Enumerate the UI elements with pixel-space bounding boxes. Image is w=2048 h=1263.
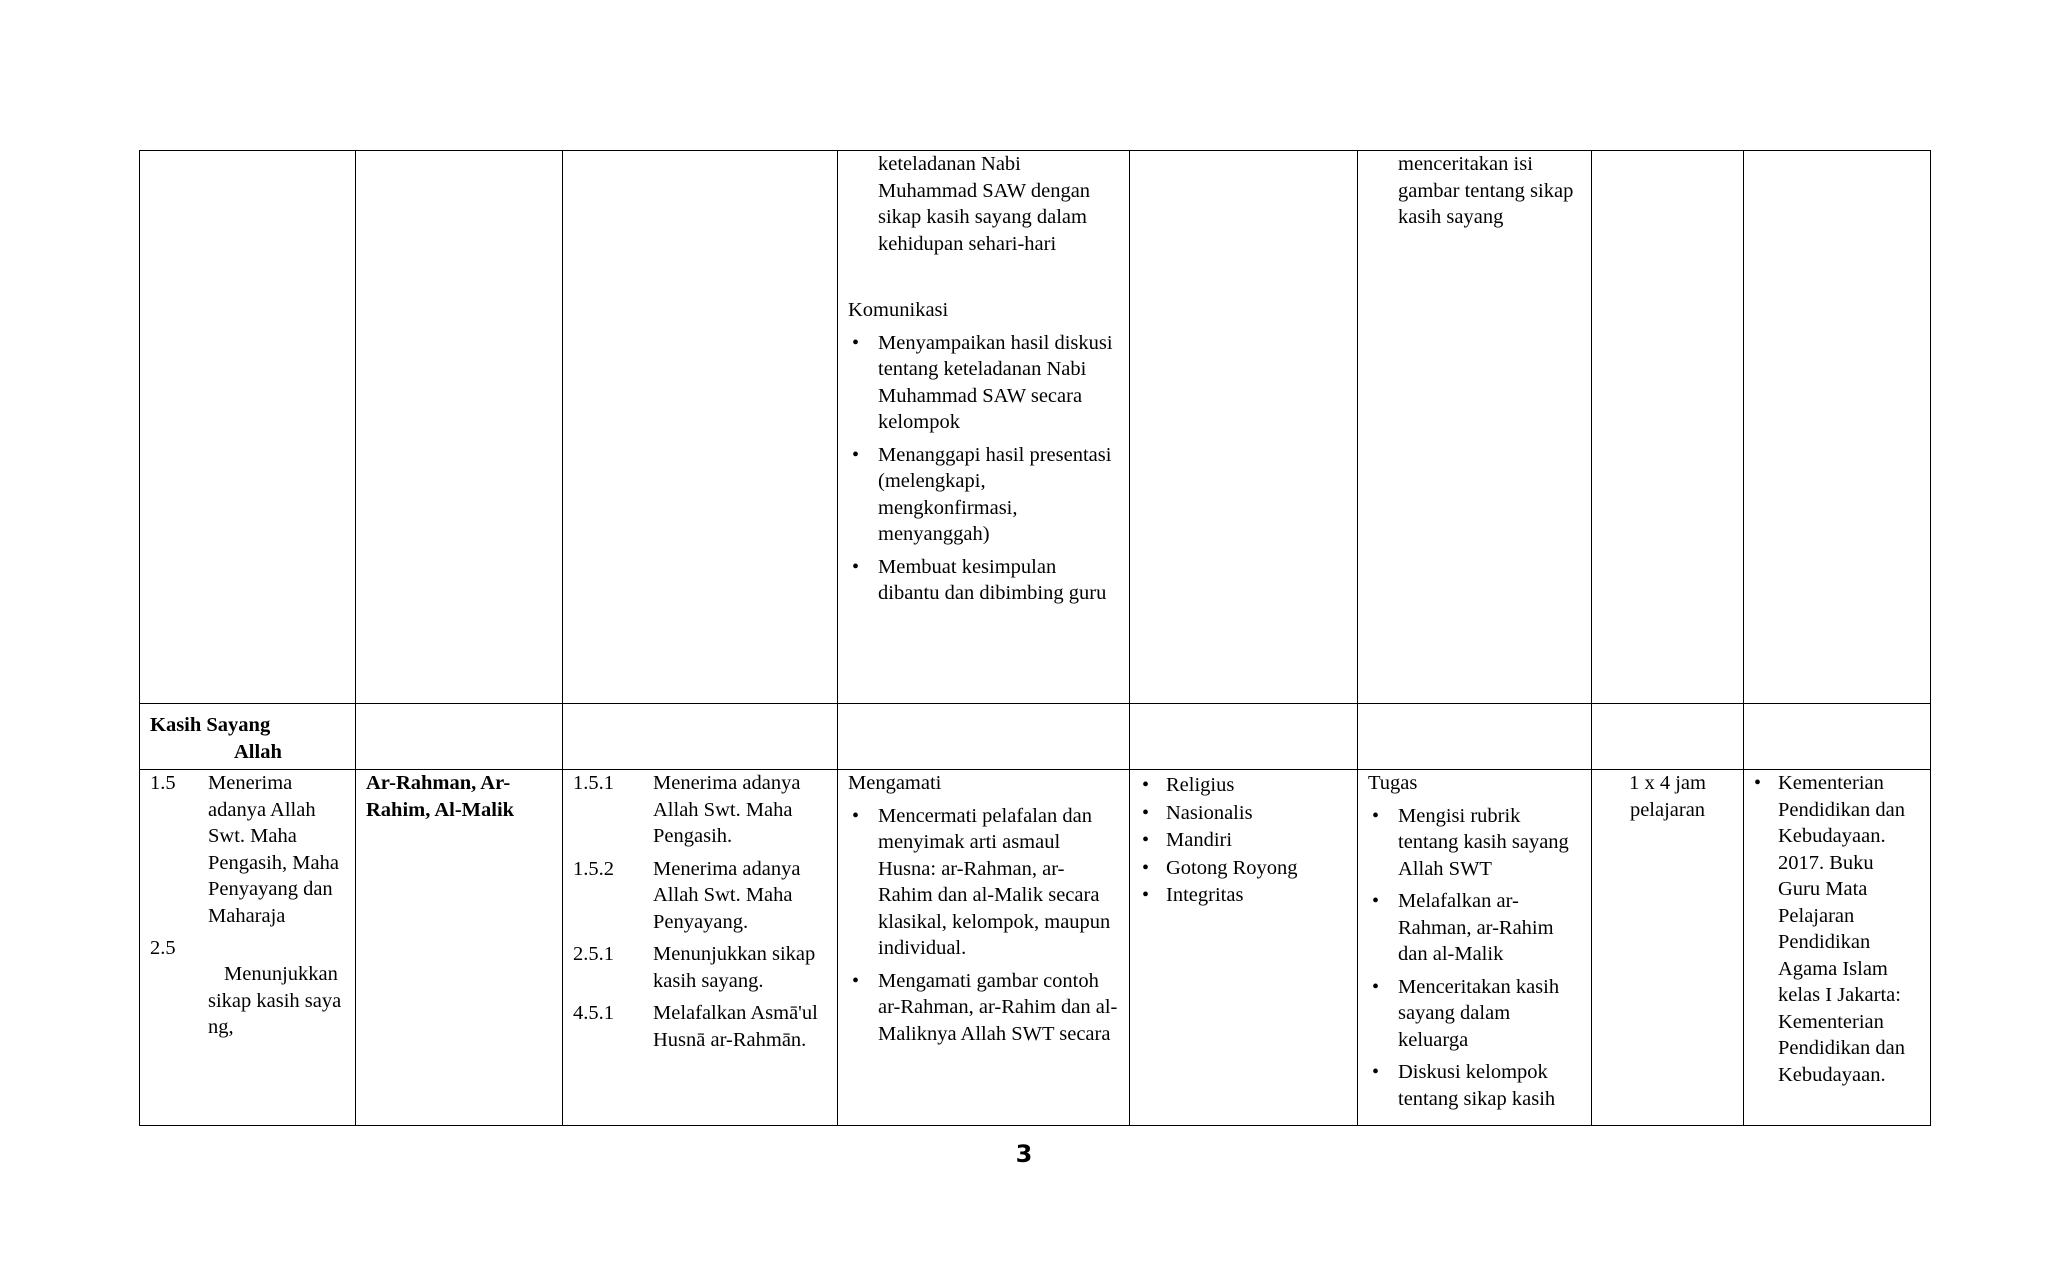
indikator-cell: [563, 770, 838, 1126]
list-item: • Melafalkan ar-Rahman, ar-Rahim dan al-Malik: [1368, 888, 1581, 968]
penilaian-cell: [1358, 151, 1592, 704]
indikator-item: [573, 856, 827, 936]
kompetensi-dasar-cell: [140, 770, 356, 1126]
indikator-text: Menerima adanya Allah Swt. Maha Pengasih.: [653, 772, 801, 847]
karakter-cell: [1130, 770, 1358, 1126]
list-item: • Nasionalis: [1140, 800, 1347, 828]
kd-number: 2.5: [150, 937, 176, 959]
list-item: • Kementerian Pendidikan dan Kebudayaan. 2017. Buku Guru Mata Pelajaran Pendidikan Agama Islam kelas I Jakarta: Kementerian Pendidikan dan Kebudayaan.: [1752, 770, 1920, 1088]
list-item: • Mencermati pelafalan dan menyimak arti asmaul Husna: ar-Rahman, ar-Rahim dan al-Malik secara klasikal, kelompok, maupun individual.: [848, 803, 1119, 962]
indikator-text: Melafalkan Asmā'ul Husnā ar-Rahmān.: [653, 1002, 818, 1051]
kd-cell-empty: [140, 151, 356, 704]
kd-text: Menerima adanya Allah Swt. Maha Pengasih, Maha Penyayang dan Maharaja: [208, 772, 339, 927]
indikator-number: 1.5.1: [573, 772, 614, 794]
kd-item: [150, 935, 345, 1041]
empty-cell: [1744, 704, 1931, 770]
list-item: • Integritas: [1140, 882, 1347, 910]
continuation-row: [140, 151, 1931, 704]
indikator-number: 4.5.1: [573, 1002, 614, 1024]
indikator-text: Menerima adanya Allah Swt. Maha Penyayang.: [653, 857, 801, 933]
empty-cell: [1592, 704, 1744, 770]
indikator-number: 2.5.1: [573, 943, 614, 965]
empty-cell: [1358, 704, 1592, 770]
list-item: • Diskusi kelompok tentang sikap kasih: [1368, 1059, 1581, 1112]
topic-title-line2: Allah: [234, 740, 282, 763]
kd-item: [150, 770, 345, 929]
empty-cell: [838, 704, 1130, 770]
indikator-text: Menunjukkan sikap kasih sayang.: [653, 943, 816, 992]
mengamati-title: Mengamati: [848, 772, 942, 794]
page-number: 3: [1015, 1140, 1033, 1168]
list-item: • Menanggapi hasil presentasi (melengkapi, mengkonfirmasi, menyanggah): [848, 442, 1119, 548]
indikator-cell-empty: [563, 151, 838, 704]
karakter-cell-empty: [1130, 151, 1358, 704]
topic-cell: [140, 704, 356, 770]
pembelajaran-cell: [838, 151, 1130, 704]
list-item: • Membuat kesimpulan dibantu dan dibimbing guru: [848, 554, 1119, 607]
empty-cell: [356, 704, 563, 770]
list-item: • Mengamati gambar contoh ar-Rahman, ar-Rahim dan al-Maliknya Allah SWT secara: [848, 968, 1119, 1048]
indikator-number: 1.5.2: [573, 857, 614, 880]
empty-cell: [1130, 704, 1358, 770]
alokasi-text: 1 x 4 jam pelajaran: [1629, 772, 1706, 821]
karakter-list: [1140, 772, 1347, 910]
topic-row: [140, 704, 1931, 770]
kegiatan-pembelajaran-cell: [838, 770, 1130, 1126]
syllabus-table: [139, 150, 1931, 1126]
list-item: • Menceritakan kasih sayang dalam keluarga: [1368, 974, 1581, 1054]
indikator-item: [573, 770, 827, 850]
materi-cell-empty: [356, 151, 563, 704]
list-item: • Gotong Royong: [1140, 855, 1347, 883]
sumber-list: [1752, 770, 1920, 1088]
pembelajaran-continued-text: keteladanan Nabi Muhammad SAW dengan sikap kasih sayang dalam kehidupan sehari-hari: [878, 153, 1091, 255]
list-item: • Mengisi rubrik tentang kasih sayang Allah SWT: [1368, 803, 1581, 883]
materi-text: Ar-Rahman, Ar-Rahim, Al-Malik: [366, 772, 515, 821]
alokasi-cell-empty: [1592, 151, 1744, 704]
list-item: • Mandiri: [1140, 827, 1347, 855]
empty-cell: [563, 704, 838, 770]
list-item: • Menyampaikan hasil diskusi tentang keteladanan Nabi Muhammad SAW secara kelompok: [848, 330, 1119, 436]
komunikasi-list: [848, 330, 1119, 607]
materi-cell: [356, 770, 563, 1126]
kd-number: 1.5: [150, 772, 176, 794]
sumber-belajar-cell: [1744, 770, 1931, 1126]
indikator-item: [573, 1000, 827, 1053]
main-row: [140, 770, 1931, 1126]
list-item: • Religius: [1140, 772, 1347, 800]
tugas-list: [1368, 803, 1581, 1113]
tugas-title: Tugas: [1368, 772, 1418, 794]
penilaian-continued-text: menceritakan isi gambar tentang sikap kasih sayang: [1398, 153, 1574, 228]
alokasi-waktu-cell: [1592, 770, 1744, 1126]
komunikasi-title: Komunikasi: [848, 299, 949, 321]
penilaian-cell: [1358, 770, 1592, 1126]
indikator-item: [573, 941, 827, 994]
topic-title-line1: Kasih Sayang: [150, 714, 271, 736]
mengamati-list: [848, 803, 1119, 1048]
sumber-cell-empty: [1744, 151, 1931, 704]
kd-text: Menunjukkan sikap kasih sayang,: [208, 963, 342, 1038]
